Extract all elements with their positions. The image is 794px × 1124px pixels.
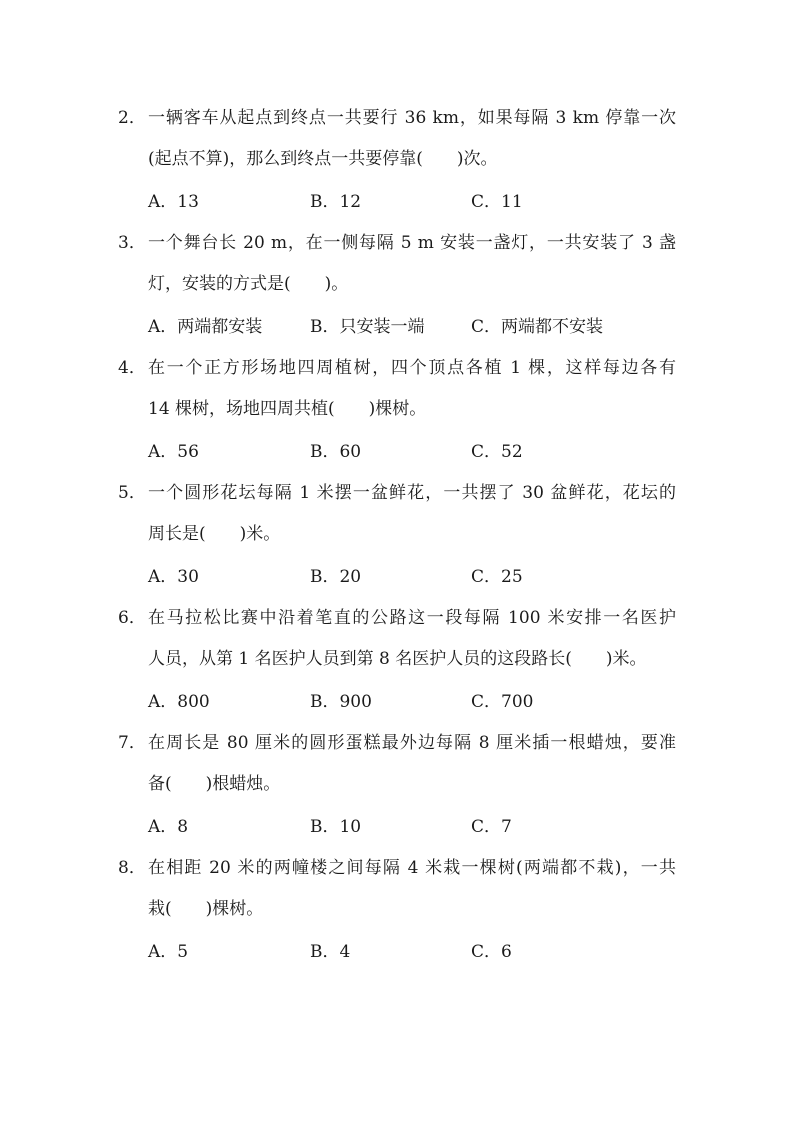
question-number: 6． [118,608,146,628]
question-text-line-2: 14 棵树，场地四周共植( )棵树。 [148,399,427,419]
answer-options [0,191,794,213]
option-c[interactable]: C．700 [471,692,534,712]
option-a[interactable]: A．5 [148,942,189,962]
option-b[interactable]: B．12 [310,192,362,212]
answer-options [0,566,794,588]
option-a[interactable]: A．8 [148,817,189,837]
question-text-line-2: 灯，安装的方式是( )。 [148,274,349,294]
question-text-line-1: 在马拉松比赛中沿着笔直的公路这一段每隔 100 米安排一名医护 [148,608,676,628]
question-number: 2． [118,108,146,128]
option-a[interactable]: A．56 [148,442,199,462]
option-a[interactable]: A．800 [148,692,210,712]
answer-options [0,691,794,713]
option-b[interactable]: B．10 [310,817,362,837]
option-c[interactable]: C．两端都不安装 [471,317,604,337]
option-b[interactable]: B．4 [310,942,351,962]
option-c[interactable]: C．11 [471,192,523,212]
question-text-line-1: 在周长是 80 厘米的圆形蛋糕最外边每隔 8 厘米插一根蜡烛，要准 [148,733,676,753]
question-number: 3． [118,233,146,253]
option-a[interactable]: A．两端都安装 [148,317,263,337]
option-c[interactable]: C．25 [471,567,523,587]
question-text-line-2: 栽( )棵树。 [148,899,264,919]
question-text-line-1: 一个舞台长 20 m，在一侧每隔 5 m 安装一盏灯，一共安装了 3 盏 [148,233,676,253]
question-number: 8． [118,858,146,878]
answer-options [0,941,794,963]
option-c[interactable]: C．7 [471,817,512,837]
question-text-line-1: 在相距 20 米的两幢楼之间每隔 4 米栽一棵树(两端都不栽)，一共 [148,858,676,878]
option-c[interactable]: C．6 [471,942,512,962]
question-text-line-1: 一个圆形花坛每隔 1 米摆一盆鲜花，一共摆了 30 盆鲜花，花坛的 [148,483,676,503]
answer-options [0,316,794,338]
question-number: 4． [118,358,146,378]
option-b[interactable]: B．只安装一端 [310,317,425,337]
option-a[interactable]: A．13 [148,192,199,212]
answer-options [0,441,794,463]
question-number: 5． [118,483,146,503]
question-text-line-1: 在一个正方形场地四周植树，四个顶点各植 1 棵，这样每边各有 [148,358,676,378]
question-text-line-2: 备( )根蜡烛。 [148,774,281,794]
question-number: 7． [118,733,146,753]
option-b[interactable]: B．900 [310,692,372,712]
option-b[interactable]: B．20 [310,567,362,587]
question-text-line-2: 人员，从第 1 名医护人员到第 8 名医护人员的这段路长( )米。 [148,649,647,669]
answer-options [0,816,794,838]
option-a[interactable]: A．30 [148,567,199,587]
question-text-line-2: (起点不算)，那么到终点一共要停靠( )次。 [148,149,498,169]
option-c[interactable]: C．52 [471,442,523,462]
question-text-line-2: 周长是( )米。 [148,524,281,544]
option-b[interactable]: B．60 [310,442,362,462]
question-text-line-1: 一辆客车从起点到终点一共要行 36 km，如果每隔 3 km 停靠一次 [148,108,676,128]
